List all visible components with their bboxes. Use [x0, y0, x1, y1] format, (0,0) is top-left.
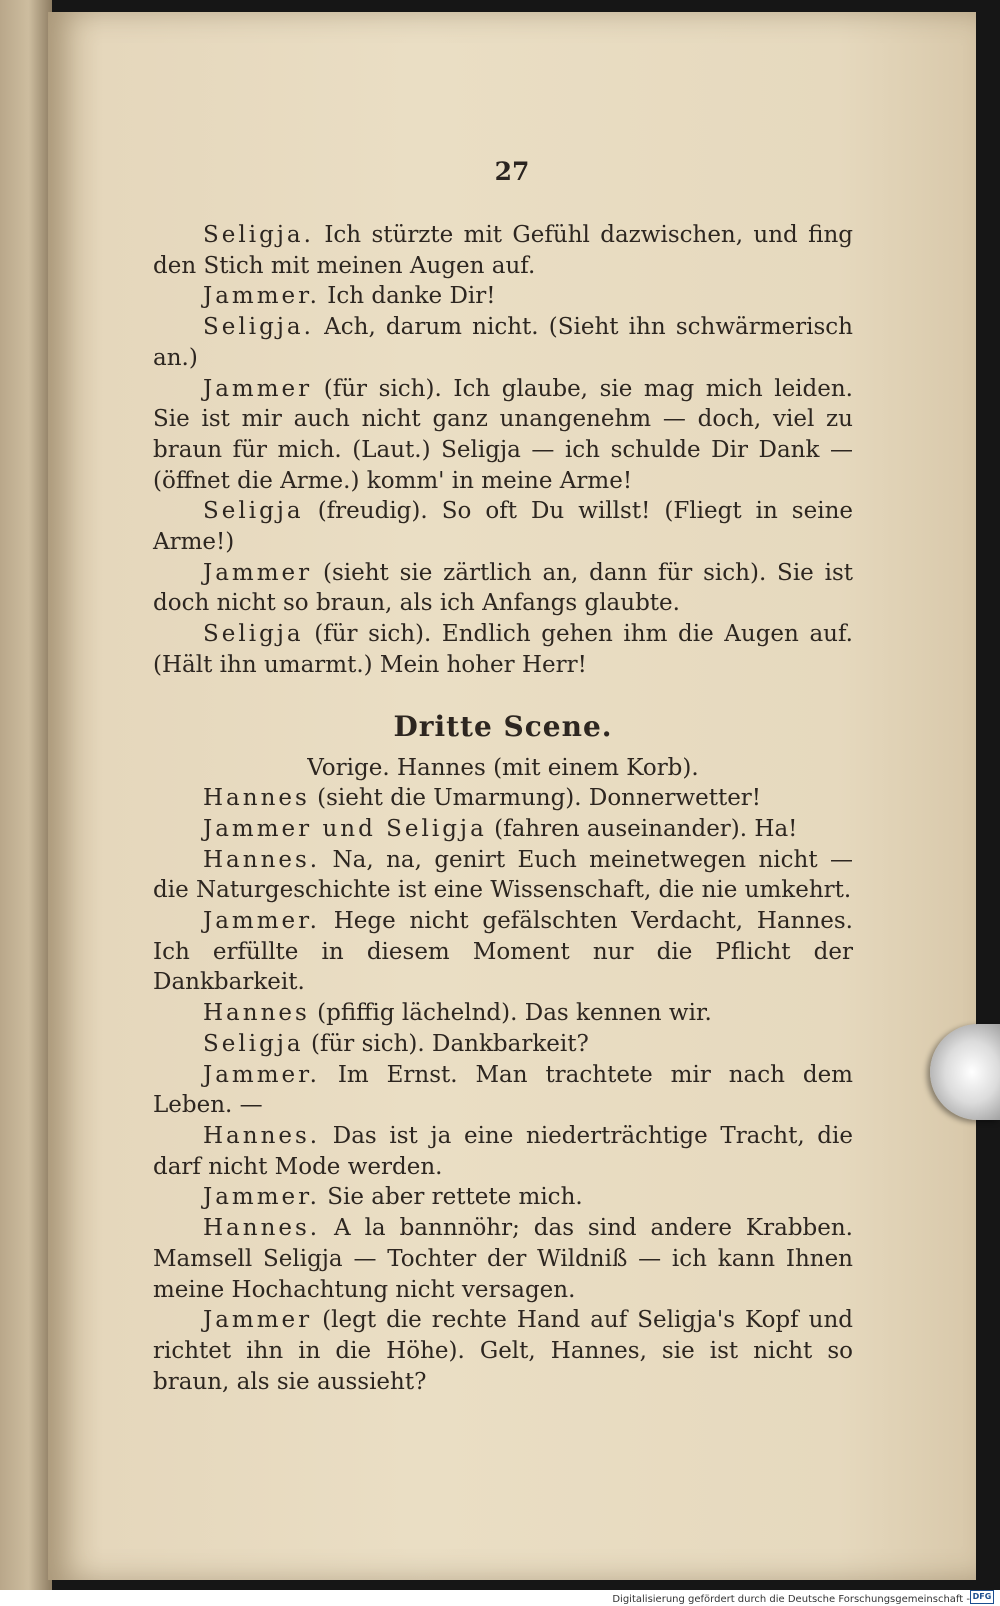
speech-text: Ich stürzte mit Gefühl dazwischen, und fing den Stich mit meinen Augen auf.	[153, 222, 853, 279]
scene-heading: Dritte Scene.	[393, 709, 613, 743]
speech-text: (legt die rechte Hand auf Seligja's Kopf und richtet ihn in die Höhe). Gelt, Hannes, sie ist nicht so braun, als sie aussieht?	[153, 1307, 853, 1395]
dialogue-line	[153, 619, 853, 680]
speaker-name: Jammer und Seligja	[203, 815, 487, 842]
speech-text: (für sich). Dankbarkeit?	[303, 1030, 589, 1057]
speaker-name: Jammer.	[203, 1184, 320, 1211]
speaker-name: Jammer.	[203, 1061, 320, 1088]
speaker-name: Seligja	[203, 498, 304, 525]
stage-direction: Vorige. Hannes (mit einem Korb).	[307, 754, 699, 781]
speech-text: (freudig). So oft Du willst! (Fliegt in seine Arme!)	[153, 498, 853, 556]
dialogue-line	[153, 281, 853, 312]
speaker-name: Hannes.	[203, 846, 321, 873]
dialogue-line	[153, 845, 853, 906]
dialogue-line	[153, 998, 853, 1029]
dialogue-before	[153, 220, 853, 681]
book-left-edge	[0, 0, 52, 1590]
speech-text: (für sich). Endlich gehen ihm die Augen auf. (Hält ihn umarmt.) Mein hoher Herr!	[153, 621, 853, 678]
speaker-name: Seligja.	[203, 314, 314, 341]
speaker-name: Jammer	[203, 559, 313, 586]
page-text	[153, 220, 853, 1397]
footer-credit: Digitalisierung gefördert durch die Deutsche Forschungsgemeinschaft -	[612, 1594, 970, 1605]
dialogue-line	[153, 783, 853, 814]
speaker-name: Seligja	[203, 1030, 304, 1057]
dialogue-line	[153, 312, 853, 373]
speech-text: Das ist ja eine niederträchtige Tracht, die darf nicht Mode werden.	[153, 1122, 853, 1180]
dialogue-line	[153, 558, 853, 619]
speaker-name: Jammer.	[203, 908, 320, 935]
dialogue-line	[153, 374, 853, 497]
speech-text: (für sich). Ich glaube, sie mag mich leiden. Sie ist mir auch nicht ganz unangenehm — doch, viel zu braun für mich. (Laut.) Seligja — ich schulde Dir Dank — (öffnet die Arme.) komm' in meine Arme!	[153, 375, 853, 494]
speaker-name: Seligja	[203, 621, 304, 648]
dialogue-line	[153, 814, 853, 845]
speaker-name: Hannes	[203, 1000, 310, 1027]
speech-text: Na, na, genirt Euch meinetwegen nicht — die Naturgeschichte ist eine Wissenschaft, die nie umkehrt.	[153, 846, 853, 904]
dfg-logo-icon: DFG	[970, 1590, 994, 1604]
speech-text: Sie aber rettete mich.	[319, 1184, 583, 1211]
speech-text: Im Ernst. Man trachtete mir nach dem Leben. —	[153, 1061, 853, 1119]
speech-text: (pfiffig lächelnd). Das kennen wir.	[309, 1000, 712, 1027]
dialogue-line	[153, 1213, 853, 1305]
speaker-name: Hannes.	[203, 1122, 321, 1149]
speech-text: (sieht die Umarmung). Donnerwetter!	[309, 785, 762, 812]
speaker-name: Seligja.	[203, 222, 314, 248]
dialogue-line	[153, 1121, 853, 1182]
speaker-name: Hannes	[203, 785, 310, 812]
speech-text: A la bannnöhr; das sind andere Krabben. Mamsell Seligja — Tochter der Wildniß — ich kann Ihnen meine Hochachtung nicht versagen.	[153, 1215, 853, 1303]
dialogue-line	[153, 906, 853, 998]
speaker-name: Jammer.	[203, 283, 320, 310]
dialogue-line	[153, 1305, 853, 1397]
dialogue-line	[153, 496, 853, 557]
speech-text: Ich danke Dir!	[319, 283, 496, 310]
page-number: 27	[494, 157, 530, 186]
speaker-name: Jammer	[203, 375, 313, 402]
dialogue-line	[153, 1029, 853, 1060]
dialogue-after	[153, 783, 853, 1397]
footer-bar	[0, 1590, 1000, 1606]
speaker-name: Jammer	[203, 1307, 313, 1334]
dialogue-line	[153, 1060, 853, 1121]
speech-text: Ach, darum nicht. (Sieht ihn schwärmerisch an.)	[153, 314, 853, 371]
dialogue-line	[153, 1182, 853, 1213]
book-page	[48, 12, 976, 1580]
speech-text: (fahren auseinander). Ha!	[486, 815, 798, 842]
dialogue-line	[153, 220, 853, 281]
speech-text: (sieht sie zärtlich an, dann für sich). Sie ist doch nicht so braun, als ich Anfangs glaubte.	[153, 559, 853, 617]
speaker-name: Hannes.	[203, 1215, 321, 1242]
speech-text: Hege nicht gefälschten Verdacht, Hannes. Ich erfüllte in diesem Moment nur die Pflicht der Dankbarkeit.	[153, 908, 853, 996]
